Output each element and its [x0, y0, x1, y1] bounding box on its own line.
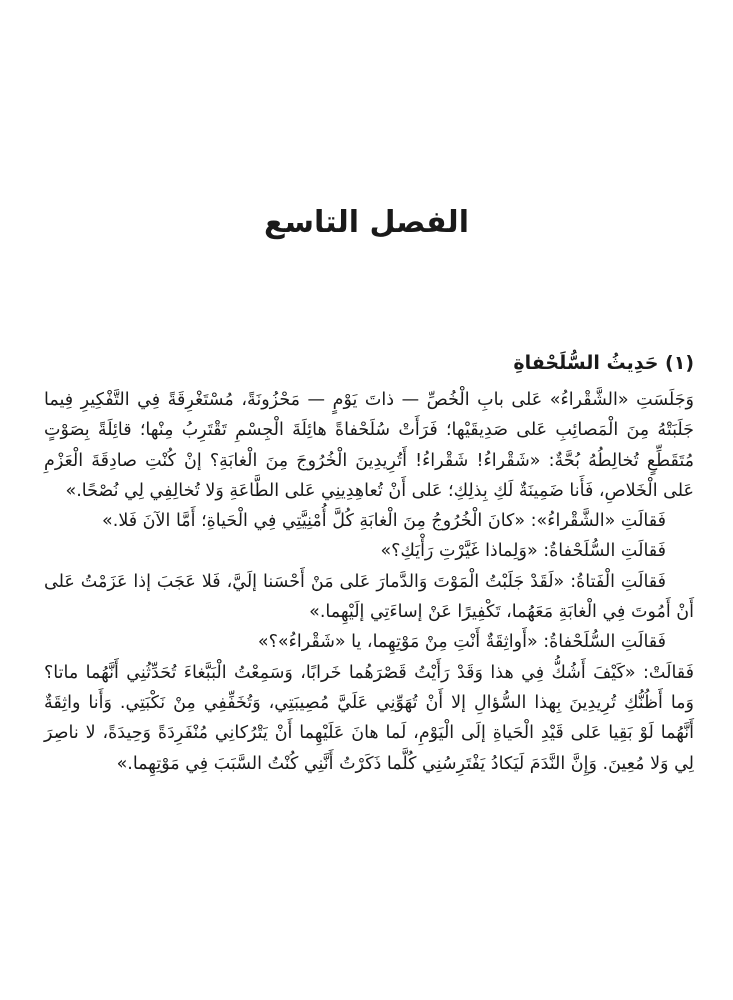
paragraph-narration: وَجَلَسَتِ «الشَّقْراءُ» عَلى بابِ الْخُصِّ — ذاتَ يَوْمٍ — مَحْزُونَةً، مُسْتَغْرِقَةً فِي التَّفْكِيرِ فِيما جَلَبَتْهُ مِنَ الْمَصائِبِ عَلى صَدِيقَيْها؛ فَرَأَتْ سُلَحْفاةً هائِلَةَ الْجِسْمِ تَقْتَرِبُ مِنْها؛ قائِلَةً بِصَوْتٍ مُتَقَطِّعٍ تُخالِطُهُ بُحَّةٌ: «شَقْراءُ! شَقْراءُ! أَتُرِيدِينَ الْخُرُوجَ مِنَ الْغابَةِ؟ إنْ كُنْتِ صادِقَةَ الْعَزْمِ عَلى الْخَلاصِ، فَأَنا ضَمِينَةٌ لَكِ بِذلِكِ؛ عَلى أَنْ تُعاهِدِينِي عَلى الطَّاعَةِ وَلا تُخالِفِي لِي نُصْحًا.» [44, 390, 694, 501]
paragraph-dialogue: فَقالَتْ: «كَيْفَ أَشُكُّ فِي هذا وَقَدْ رَأَيْتُ قَصْرَهُما خَرابًا، وَسَمِعْتُ الْبَبَّغاءَ تُحَدِّثُنِي أَنَّهُما ماتا؟ وَما أَظُنُّكِ تُرِيدِينَ بِهذا السُّؤالِ إلا أَنْ تُهَوِّنِي عَلَيَّ مُصِيبَتِي، وَتُخَفِّفِي مِنْ نَكْبَتِي. وَأَنا واثِقَةٌ أَنَّهُما لَوْ بَقِيا عَلى قَيْدِ الْحَياةِ إلَى الْيَوْمِ، لَما هانَ عَلَيْهِما أَنْ يَتْرُكانِي مُنْفَرِدَةً وَحِيدَةً، لا ناصِرَ لِي وَلا مُعِينَ. وَإِنَّ النَّدَمَ لَيَكادُ يَفْتَرِسُنِي كُلَّما ذَكَرْتُ أَنَّنِي كُنْتُ السَّبَبَ فِي مَوْتِهِما.» [44, 662, 694, 774]
chapter-body [44, 345, 694, 779]
section-heading: (١) حَدِيثُ السُّلَحْفاةِ [513, 352, 694, 374]
paragraph-dialogue: فَقالَتِ السُّلَحْفاةُ: «أَواثِقَةٌ أَنْتِ مِنْ مَوْتِهِما، يا «شَقْراءُ»؟» [257, 632, 666, 653]
paragraph-dialogue: فَقالَتِ الْفَتاةُ: «لَقَدْ جَلَبْتُ الْمَوْتَ وَالدَّمارَ عَلى مَنْ أَحْسَنا إلَيَّ، فَلا عَجَبَ إذا عَزَمْتُ عَلى أَنْ أَمُوتَ فِي الْغابَةِ مَعَهُما، تَكْفِيرًا عَنْ إساءَتِي إلَيْهِما.» [44, 571, 694, 623]
paragraph-dialogue: فَقالَتِ «الشَّقْراءُ»: «كانَ الْخُرُوجُ مِنَ الْغابَةِ كُلَّ أُمْنِيَّتِي فِي الْحَياةِ؛ أَمَّا الآنَ فَلا.» [102, 511, 666, 532]
chapter-title: الفصل التاسع [264, 205, 469, 240]
paragraph-dialogue: فَقالَتِ السُّلَحْفاةُ: «وَلِماذا غَيَّرْتِ رَأْيَكِ؟» [380, 541, 666, 562]
